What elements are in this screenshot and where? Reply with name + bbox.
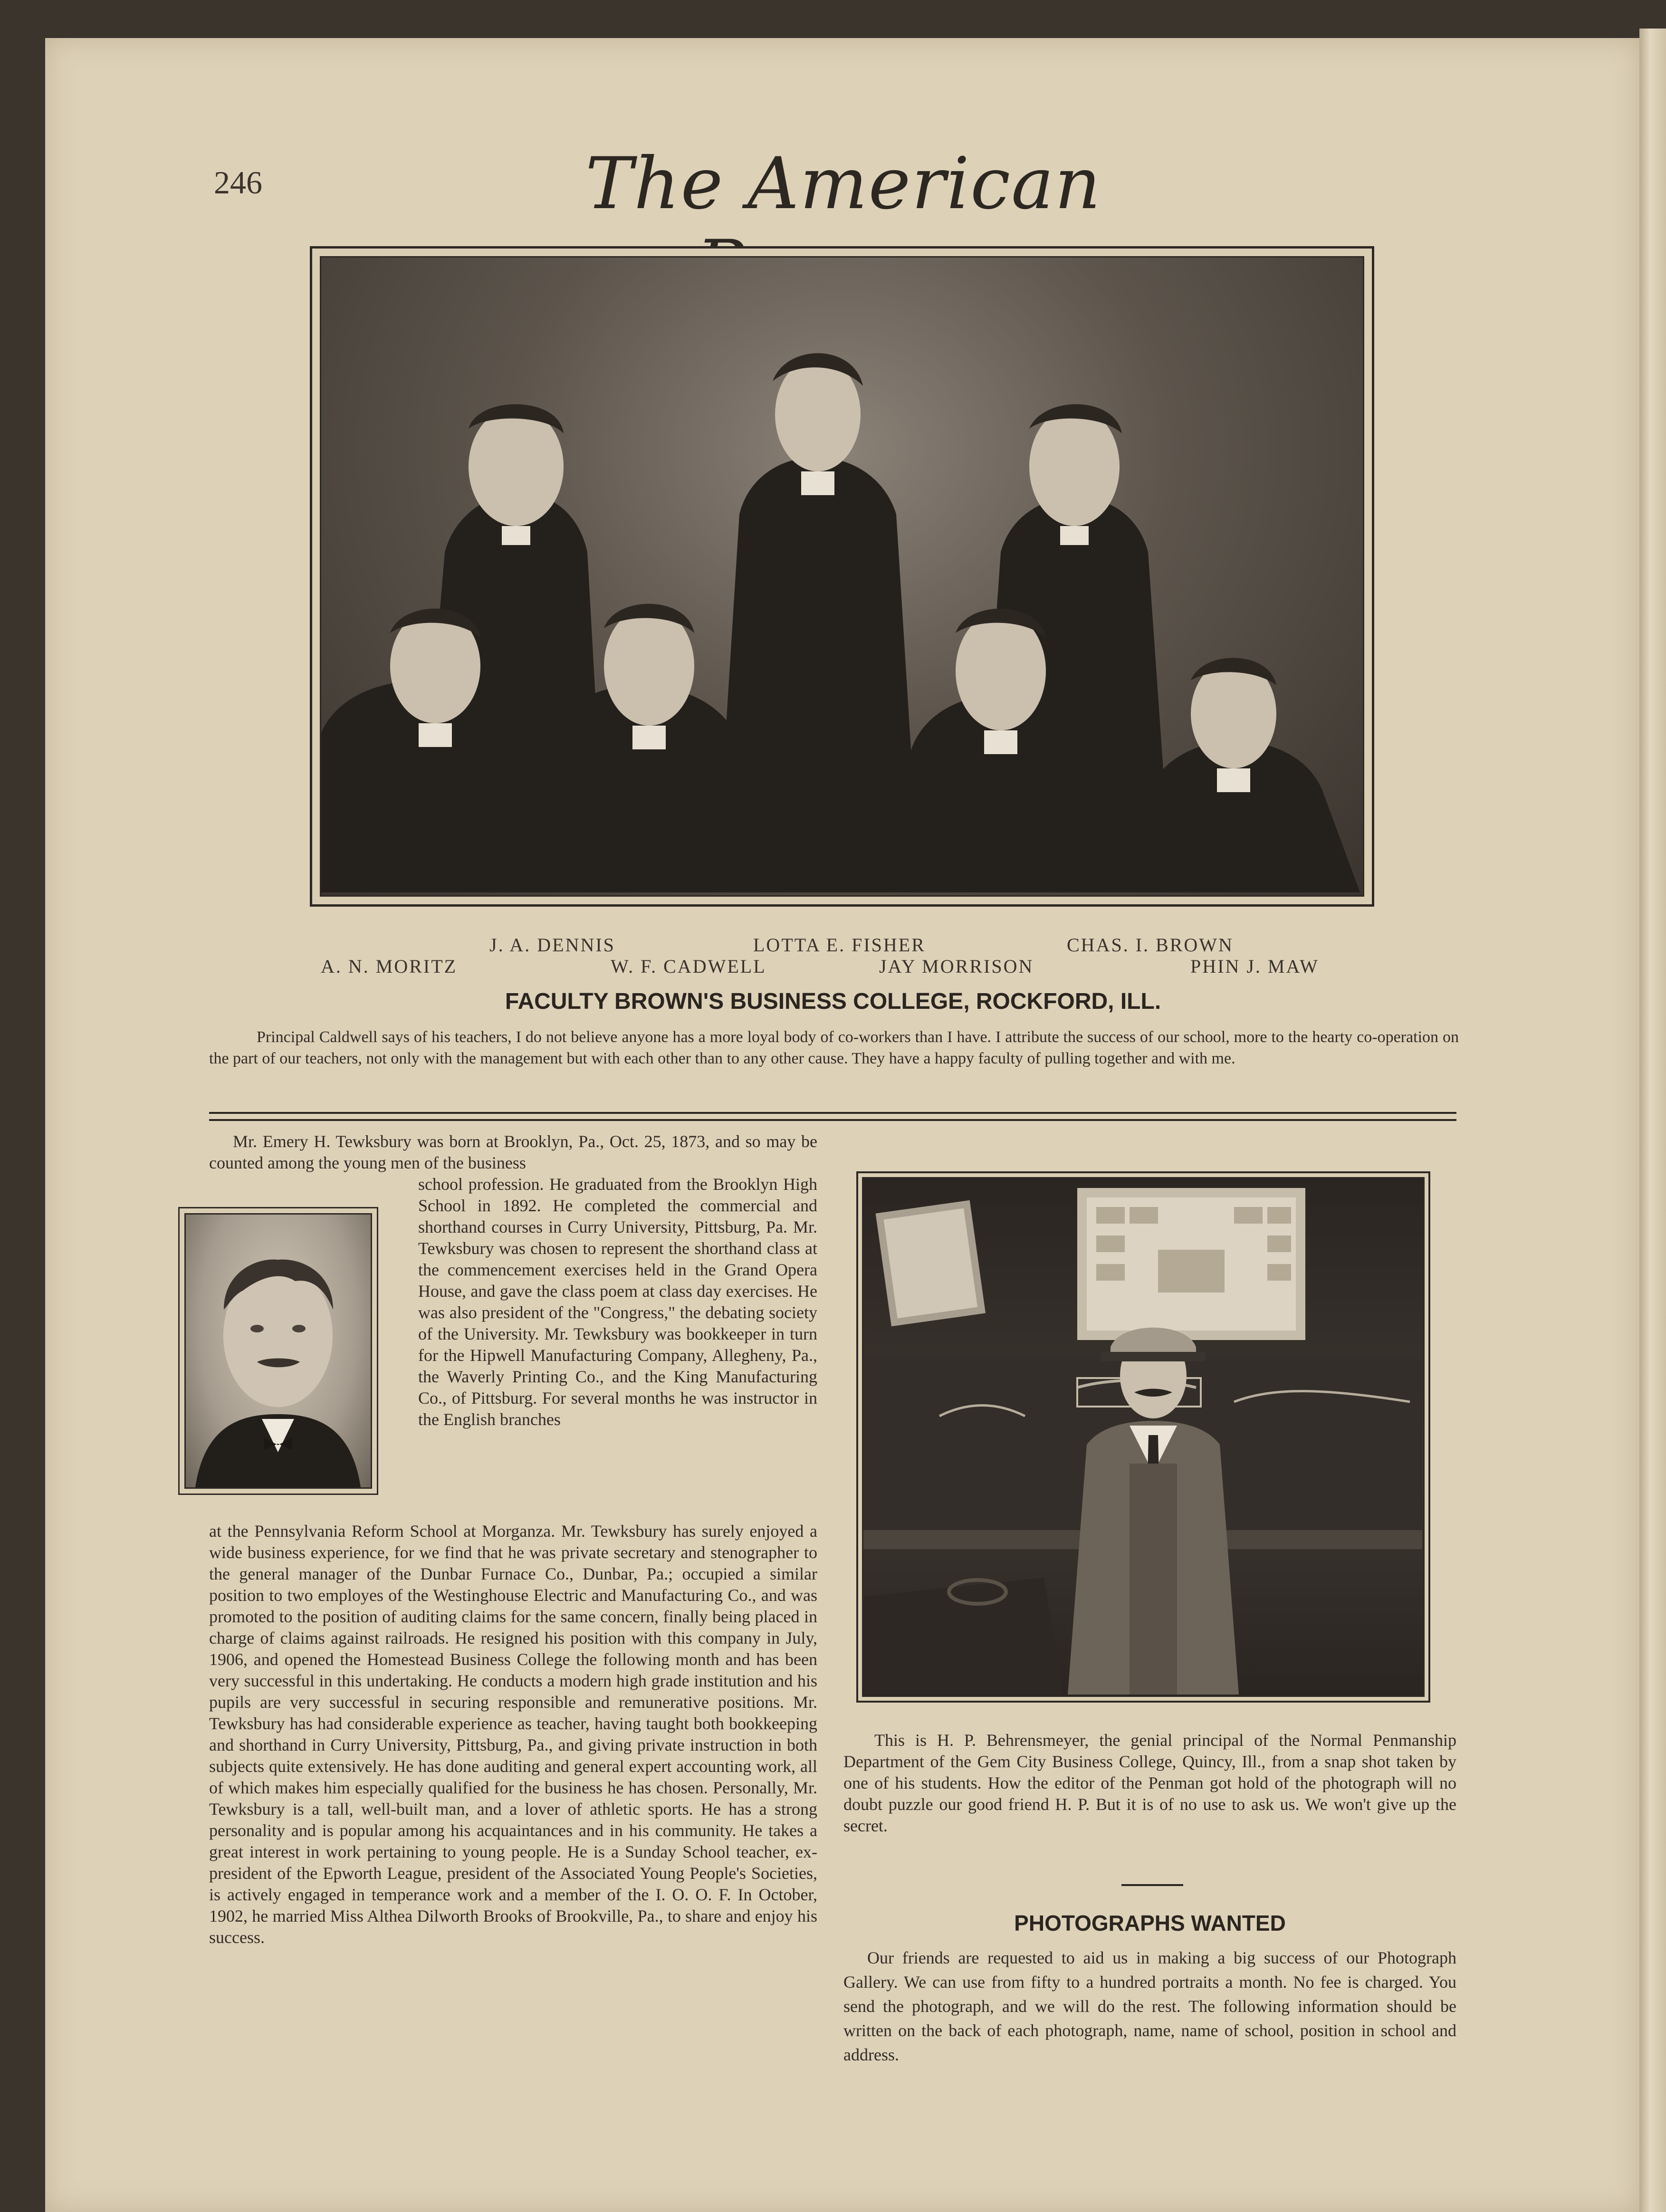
behrensmeyer-photo <box>856 1171 1430 1703</box>
faculty-heading: FACULTY BROWN'S BUSINESS COLLEGE, ROCKFORD, ILL. <box>505 989 1161 1014</box>
behrensmeyer-photo-image <box>862 1177 1425 1697</box>
section-divider-top <box>209 1112 1456 1114</box>
tewksbury-intro: Mr. Emery H. Tewksbury was born at Brooklyn, Pa., Oct. 25, 1873, and so may be counted among the young men of the business <box>209 1132 817 1172</box>
behrensmeyer-caption: This is H. P. Behrensmeyer, the genial principal of the Normal Penmanship Department of the Gem City Business College, Quincy, Ill., from a snap shot taken by one of his students. How the editor of the Penman got hold of the photograph will no doubt puzzle our good friend H. P. But it is of no use to ask us. We won't give up the secret. <box>843 1731 1456 1835</box>
faculty-paragraph: Principal Caldwell says of his teachers, I do not believe anyone has a more loyal body of co-workers than I have. I attribute the success of our school, more to the hearty co-operation on the part of our teachers, not only with the management but with each other than to any other cause. They have a happy faculty of pulling together and with me. <box>209 1028 1459 1067</box>
faculty-group-photo <box>310 246 1374 907</box>
tewksbury-beside-portrait: school profession. He graduated from the Brooklyn High School in 1892. He completed the commercial and shorthand courses in Curry University, Pittsburg, Pa. Mr. Tewksbury was chosen to represent the shorthand class at the commencement exercises held in the Grand Opera House, and gave the class poem at class day exercises. He was also president of the "Congress," the debating society of the University. Mr. Tewksbury was bookkeeper in turn for the Hipwell Manufacturing Company, Allegheny, Pa., the Waverly Printing Co., and the King Manufacturing Co., of Pittsburg. For several months he was instructor in the English branches <box>418 1175 817 1429</box>
tewksbury-rest: at the Pennsylvania Reform School at Morganza. Mr. Tewksbury has surely enjoyed a wide business experience, for we find that he was private secretary and stenographer to the general manager of the Dunbar Furnace Co., Dunbar, Pa.; occupied a similar position to two employes of the Westinghouse Electric and Manufacturing Co., and was promoted to the position of auditing claims for the same concern, finally being placed in charge of claims against railroads. He resigned his position with this company in July, 1906, and opened the Homestead Business College the following month and has been very successful in this undertaking. He conducts a modern high grade institution and his pupils are very successful in securing responsible and remunerative positions. Mr. Tewksbury has had considerable experience as teacher, having taught both bookkeeping and shorthand in Curry University, Pittsburg, Pa., and giving private instruction in both subjects quite extensively. He has done auditing and general expert accounting work, all of which makes him especially qualified for the business he has chosen. Personally, Mr. Tewksbury is a tall, well-built man, and a lover of athletic sports. He has a strong personality and is popular among his acquaintances and in his community. He takes a great interest in work pertaining to young people. He is a Sunday School teacher, ex-president of the Epworth League, president of the Associated Young People's Societies, is actively engaged in temperance work and a member of the I. O. O. F. In October, 1902, he married Miss Althea Dilworth Brooks of Brookville, Pa., to share and enjoy his success. <box>209 1522 817 1947</box>
faculty-name-fisher: LOTTA E. FISHER <box>753 934 926 956</box>
short-divider <box>1121 1884 1183 1886</box>
faculty-name-brown: CHAS. I. BROWN <box>1067 934 1234 956</box>
faculty-name-moritz: A. N. MORITZ <box>321 956 458 977</box>
faculty-name-dennis: J. A. DENNIS <box>489 934 615 956</box>
masthead-title: The American <box>585 143 1102 225</box>
tewksbury-portrait-image <box>184 1213 372 1489</box>
tewksbury-portrait-illustration <box>186 1215 370 1487</box>
faculty-name-maw: PHIN J. MAW <box>1190 956 1319 977</box>
photographs-wanted-heading: PHOTOGRAPHS WANTED <box>1014 1911 1286 1935</box>
faculty-portrait-illustration <box>321 258 1360 892</box>
faculty-name-morrison: JAY MORRISON <box>879 956 1034 977</box>
faculty-photo-image <box>320 256 1364 897</box>
photographs-wanted-paragraph: Our friends are requested to aid us in making a big success of our Photograph Gallery. We can use from fifty to a hundred portraits a month. No fee is charged. You send the photograph, and we will do the rest. The following information should be written on the back of each photograph, name, name of school, position in school and address. <box>843 1948 1456 2064</box>
faculty-name-cadwell: W. F. CADWELL <box>611 956 766 977</box>
tewksbury-portrait <box>178 1207 378 1495</box>
classroom-illustration <box>863 1178 1422 1695</box>
page-number: 246 <box>214 164 262 201</box>
binding-gutter <box>1639 29 1666 2212</box>
section-divider-bottom <box>209 1119 1456 1121</box>
